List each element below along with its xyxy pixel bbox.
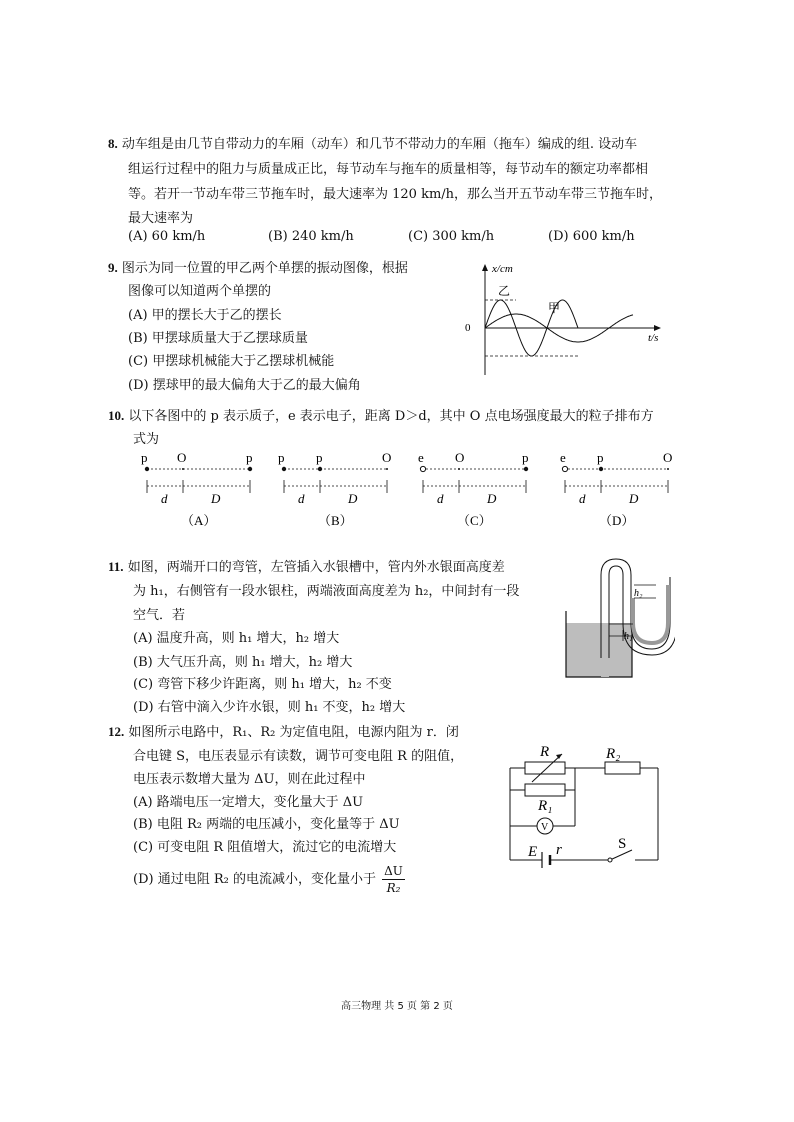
q11-h1-label: h₁: [624, 631, 633, 642]
q9-option-b: (B) 甲摆球质量大于乙摆球质量: [128, 331, 308, 346]
q10-figures: [135, 448, 705, 538]
q8-line-3: 等。若开一节动车带三节拖车时，最大速率为 120 km/h，那么当开五节动车带三节拖车时，: [128, 187, 663, 202]
q11-option-b: (B) 大气压升高，则 h₁ 增大，h₂ 增大: [133, 655, 353, 670]
q10-b-D-label: D: [348, 491, 358, 506]
q10-a-right-label: p: [246, 450, 253, 465]
q12-variable-resistor-r: [525, 762, 565, 774]
q10-b-mid-label: p: [316, 450, 323, 465]
q12-label-r1: R₁: [538, 798, 553, 814]
q12-line-3: 电压表示数增大量为 ΔU，则在此过程中: [133, 772, 366, 787]
q10-d-caption: （D）: [599, 513, 635, 528]
q12-option-c: (C) 可变电阻 R 阻值增大，流过它的电流增大: [133, 840, 397, 855]
q9-origin: 0: [465, 322, 471, 334]
q12-label-r2: R₂: [606, 746, 621, 762]
q9-xlabel: t/s: [648, 332, 659, 344]
q11-option-c: (C) 弯管下移少许距离，则 h₁ 增大，h₂ 不变: [133, 677, 392, 692]
q12-line-1: [108, 721, 459, 740]
q11-text-1: 如图，两端开口的弯管，左管插入水银槽中，管内外水银面高度差: [127, 560, 505, 575]
q10-a-mid-label: O: [177, 450, 187, 465]
q10-line-2: 式为: [133, 432, 160, 447]
q11-line-3: 空气．若: [133, 608, 186, 623]
q10-figure-d: [560, 450, 672, 528]
q10-c-d-label: d: [437, 491, 444, 506]
q12-label-v: V: [541, 822, 549, 833]
q9-vibration-graph: [450, 255, 670, 380]
q10-d-right-label: O: [663, 450, 673, 465]
q11-line-2: 为 h₁，右侧管有一段水银柱，两端液面高度差为 h₂，中间封有一段: [133, 584, 520, 599]
q9-number: 9.: [108, 260, 118, 275]
q10-b-d-label: d: [298, 491, 305, 506]
q8-option-a: (A) 60 km/h: [128, 229, 206, 244]
q10-d-left-label: e: [560, 450, 566, 465]
q10-d-D-label: D: [629, 491, 639, 506]
q8-line-2: 组运行过程中的阻力与质量成正比，每节动车与拖车的质量相等，每节动车的额定功率都相: [128, 162, 649, 177]
q12-resistor-r2: [605, 762, 640, 774]
q10-c-left-dot: [420, 466, 425, 471]
q10-c-caption: （C）: [457, 513, 492, 528]
page-footer: 高三物理 共 5 页 第 2 页: [341, 1001, 453, 1012]
q11-mercury-in-trough: [566, 623, 632, 677]
q11-option-d: (D) 右管中滴入少许水银，则 h₁ 不变，h₂ 增大: [133, 700, 406, 715]
q10-b-right-label: O: [382, 450, 392, 465]
q10-line-1: [108, 405, 654, 424]
q12-circuit-diagram: [500, 738, 675, 873]
q9-label-jia: 甲: [548, 301, 561, 315]
q10-b-left-label: p: [278, 450, 285, 465]
q10-figure-b: [278, 450, 391, 528]
q10-number: 10.: [108, 408, 125, 423]
q10-c-right-label: p: [522, 450, 529, 465]
q11-h2-label: h₂: [634, 588, 643, 599]
q10-d-d-label: d: [579, 491, 586, 506]
q12-label-e: E: [528, 844, 538, 860]
q12-fraction-denominator: R₂: [386, 881, 401, 895]
q12-fraction-numerator: ΔU: [384, 864, 403, 878]
q11-line-1: [108, 556, 505, 575]
q11-bent-tube-figure: [560, 553, 675, 683]
q8-option-b: (B) 240 km/h: [268, 229, 354, 244]
q8-text-1: 动车组是由几节自带动力的车厢（动车）和几节不带动力的车厢（拖车）编成的组. 设动车: [121, 137, 638, 152]
q8-line-4: 最大速率为: [128, 211, 194, 226]
q12-label-r: R: [540, 744, 550, 760]
q9-option-d: (D) 摆球甲的最大偏角大于乙的最大偏角: [128, 378, 361, 393]
q10-b-caption: （B）: [318, 513, 353, 528]
q11-option-a: (A) 温度升高，则 h₁ 增大，h₂ 增大: [133, 631, 340, 646]
q8-line-1: [108, 133, 637, 152]
q10-a-caption: （A）: [181, 513, 217, 528]
q10-c-left-label: e: [418, 450, 424, 465]
q9-option-a: (A) 甲的摆长大于乙的摆长: [128, 308, 282, 323]
q12-resistor-r1: [525, 784, 565, 796]
q10-c-D-label: D: [487, 491, 497, 506]
q12-text-1: 如图所示电路中，R₁、R₂ 为定值电阻，电源内阻为 r．闭: [128, 725, 459, 740]
q8-option-c: (C) 300 km/h: [408, 229, 495, 244]
q12-option-d-text: (D) 通过电阻 R₂ 的电流减小，变化量小于: [133, 872, 376, 887]
q10-figure-c: [418, 450, 529, 528]
q8-option-d: (D) 600 km/h: [548, 229, 635, 244]
q10-a-left-label: p: [141, 450, 148, 465]
q12-line-2: 合电键 S，电压表显示有读数，调节可变电阻 R 的阻值，: [133, 749, 464, 764]
q10-a-D-label: D: [211, 491, 221, 506]
q8-number: 8.: [108, 136, 118, 151]
q12-fraction: [382, 863, 405, 896]
q12-label-internal-r: r: [556, 842, 562, 858]
q9-label-yi: 乙: [498, 284, 511, 298]
q11-number: 11.: [108, 559, 124, 574]
q9-line-1: [108, 257, 408, 276]
q9-text-1: 图示为同一位置的甲乙两个单摆的振动图像，根据: [121, 261, 408, 276]
q10-a-d-label: d: [161, 491, 168, 506]
q9-line-2: 图像可以知道两个单摆的: [128, 284, 272, 299]
q10-d-left-dot: [562, 466, 567, 471]
q12-label-s: S: [618, 836, 627, 852]
q12-switch-contact: [608, 858, 612, 862]
q12-option-a: (A) 路端电压一定增大，变化量大于 ΔU: [133, 795, 364, 810]
q10-text-1: 以下各图中的 p 表示质子，e 表示电子，距离 D＞d，其中 O 点电场强度最大的粒子排布方: [128, 409, 654, 424]
q9-option-c: (C) 甲摆球机械能大于乙摆球机械能: [128, 354, 335, 369]
q12-option-d: [133, 863, 405, 896]
q9-ylabel: x/cm: [492, 263, 513, 275]
q12-number: 12.: [108, 724, 125, 739]
q10-figure-a: [141, 450, 253, 528]
q12-option-b: (B) 电阻 R₂ 两端的电压减小，变化量等于 ΔU: [133, 817, 400, 832]
q10-c-mid-label: O: [455, 450, 465, 465]
q10-d-mid-label: p: [597, 450, 604, 465]
